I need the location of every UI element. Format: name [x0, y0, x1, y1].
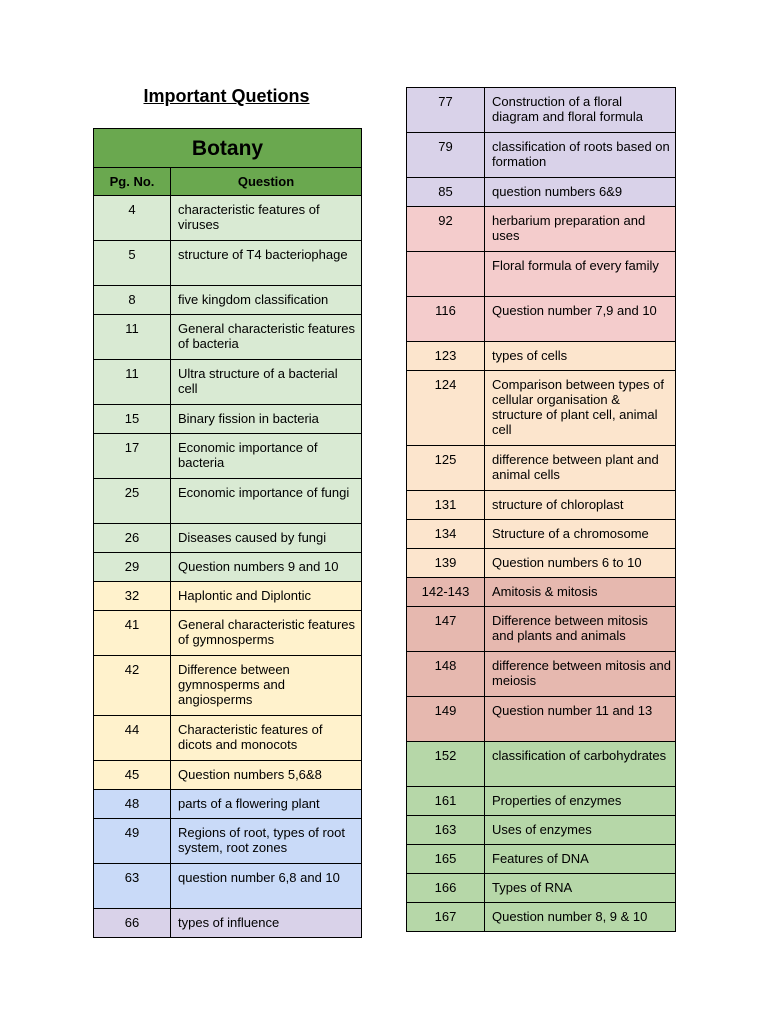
page-number-cell: 17 [94, 434, 171, 479]
page-number-cell: 26 [94, 524, 171, 553]
table-row [407, 520, 676, 549]
table-row [407, 491, 676, 520]
table-row [407, 342, 676, 371]
question-cell: classification of roots based on formation [485, 133, 676, 178]
page-number-cell: 4 [94, 196, 171, 241]
question-cell: question numbers 6&9 [485, 178, 676, 207]
question-cell: Question number 11 and 13 [485, 697, 676, 742]
question-cell: question number 6,8 and 10 [171, 864, 362, 909]
page-number-cell: 92 [407, 207, 485, 252]
question-cell: Structure of a chromosome [485, 520, 676, 549]
question-cell: Question numbers 9 and 10 [171, 553, 362, 582]
table-row [94, 479, 362, 524]
table-row [407, 446, 676, 491]
question-cell: Features of DNA [485, 845, 676, 874]
question-cell: General characteristic features of bacteria [171, 315, 362, 360]
page-number-cell: 85 [407, 178, 485, 207]
left-table-body [94, 196, 362, 938]
page-number-cell: 32 [94, 582, 171, 611]
question-cell: Diseases caused by fungi [171, 524, 362, 553]
question-cell: parts of a flowering plant [171, 790, 362, 819]
table-row [407, 133, 676, 178]
page-number-cell: 123 [407, 342, 485, 371]
question-cell: types of cells [485, 342, 676, 371]
question-cell: characteristic features of viruses [171, 196, 362, 241]
subject-header: Botany [94, 129, 362, 168]
page-number-cell: 66 [94, 909, 171, 938]
page-number-cell: 125 [407, 446, 485, 491]
question-cell: Amitosis & mitosis [485, 578, 676, 607]
page-number-cell: 79 [407, 133, 485, 178]
question-cell: Ultra structure of a bacterial cell [171, 360, 362, 405]
page-number-cell: 15 [94, 405, 171, 434]
page-number-cell: 165 [407, 845, 485, 874]
table-row [407, 207, 676, 252]
page-number-cell [407, 252, 485, 297]
table-row [407, 578, 676, 607]
page-number-cell: 48 [94, 790, 171, 819]
question-cell: Regions of root, types of root system, root zones [171, 819, 362, 864]
question-cell: Question numbers 6 to 10 [485, 549, 676, 578]
page-number-cell: 63 [94, 864, 171, 909]
page-number-cell: 25 [94, 479, 171, 524]
question-cell: Question number 8, 9 & 10 [485, 903, 676, 932]
table-row [407, 816, 676, 845]
table-row [407, 903, 676, 932]
page-number-cell: 77 [407, 88, 485, 133]
table-row [407, 652, 676, 697]
question-cell: Question number 7,9 and 10 [485, 297, 676, 342]
page-number-cell: 147 [407, 607, 485, 652]
page-number-cell: 41 [94, 611, 171, 656]
table-row [94, 241, 362, 286]
question-cell: Types of RNA [485, 874, 676, 903]
question-cell: classification of carbohydrates [485, 742, 676, 787]
table-row [407, 178, 676, 207]
page-number-cell: 163 [407, 816, 485, 845]
table-row [94, 315, 362, 360]
table-row [94, 553, 362, 582]
page-number-cell: 42 [94, 656, 171, 716]
table-row [94, 405, 362, 434]
table-row [407, 697, 676, 742]
table-row [407, 371, 676, 446]
table-row [407, 787, 676, 816]
table-row [94, 286, 362, 315]
question-cell: Haplontic and Diplontic [171, 582, 362, 611]
botany-questions-table-left [93, 128, 362, 938]
page-number-cell: 44 [94, 716, 171, 761]
page-number-cell: 148 [407, 652, 485, 697]
table-row [407, 874, 676, 903]
question-cell: Uses of enzymes [485, 816, 676, 845]
question-cell: structure of chloroplast [485, 491, 676, 520]
page-number-cell: 152 [407, 742, 485, 787]
question-cell: five kingdom classification [171, 286, 362, 315]
page-number-cell: 11 [94, 315, 171, 360]
botany-questions-table-right [406, 87, 676, 932]
question-cell: General characteristic features of gymnosperms [171, 611, 362, 656]
table-row [94, 790, 362, 819]
page-number-cell: 116 [407, 297, 485, 342]
question-column-header: Question [171, 168, 362, 196]
table-row [407, 742, 676, 787]
question-cell: Properties of enzymes [485, 787, 676, 816]
table-row [94, 864, 362, 909]
page-number-cell: 161 [407, 787, 485, 816]
question-cell: structure of T4 bacteriophage [171, 241, 362, 286]
question-cell: Economic importance of fungi [171, 479, 362, 524]
page-number-cell: 29 [94, 553, 171, 582]
question-cell: herbarium preparation and uses [485, 207, 676, 252]
table-row [94, 360, 362, 405]
question-cell: Question numbers 5,6&8 [171, 761, 362, 790]
table-row [407, 845, 676, 874]
table-row [94, 196, 362, 241]
table-row [94, 434, 362, 479]
question-cell: difference between plant and animal cells [485, 446, 676, 491]
page-number-column-header: Pg. No. [94, 168, 171, 196]
page-number-cell: 8 [94, 286, 171, 315]
table-row [94, 909, 362, 938]
table-row [94, 611, 362, 656]
table-row [407, 297, 676, 342]
table-row [94, 819, 362, 864]
question-cell: difference between mitosis and meiosis [485, 652, 676, 697]
page-number-cell: 11 [94, 360, 171, 405]
page-number-cell: 149 [407, 697, 485, 742]
page-number-cell: 142-143 [407, 578, 485, 607]
table-row [94, 716, 362, 761]
page-number-cell: 131 [407, 491, 485, 520]
table-row [94, 524, 362, 553]
page-number-cell: 124 [407, 371, 485, 446]
table-row [94, 761, 362, 790]
question-cell: Construction of a floral diagram and floral formula [485, 88, 676, 133]
question-cell: Comparison between types of cellular organisation & structure of plant cell, animal cell [485, 371, 676, 446]
question-cell: Floral formula of every family [485, 252, 676, 297]
page-title: Important Quetions [143, 86, 310, 106]
table-row [94, 656, 362, 716]
question-cell: Binary fission in bacteria [171, 405, 362, 434]
page-number-cell: 167 [407, 903, 485, 932]
table-row [407, 88, 676, 133]
question-cell: Characteristic features of dicots and monocots [171, 716, 362, 761]
page-number-cell: 5 [94, 241, 171, 286]
page-number-cell: 139 [407, 549, 485, 578]
table-row [94, 582, 362, 611]
table-row [407, 607, 676, 652]
table-row [407, 549, 676, 578]
page-number-cell: 49 [94, 819, 171, 864]
page-number-cell: 166 [407, 874, 485, 903]
question-cell: Difference between mitosis and plants and animals [485, 607, 676, 652]
page-number-cell: 45 [94, 761, 171, 790]
question-cell: Difference between gymnosperms and angiosperms [171, 656, 362, 716]
table-row [407, 252, 676, 297]
question-cell: Economic importance of bacteria [171, 434, 362, 479]
right-table-body [407, 88, 676, 932]
question-cell: types of influence [171, 909, 362, 938]
page-number-cell: 134 [407, 520, 485, 549]
